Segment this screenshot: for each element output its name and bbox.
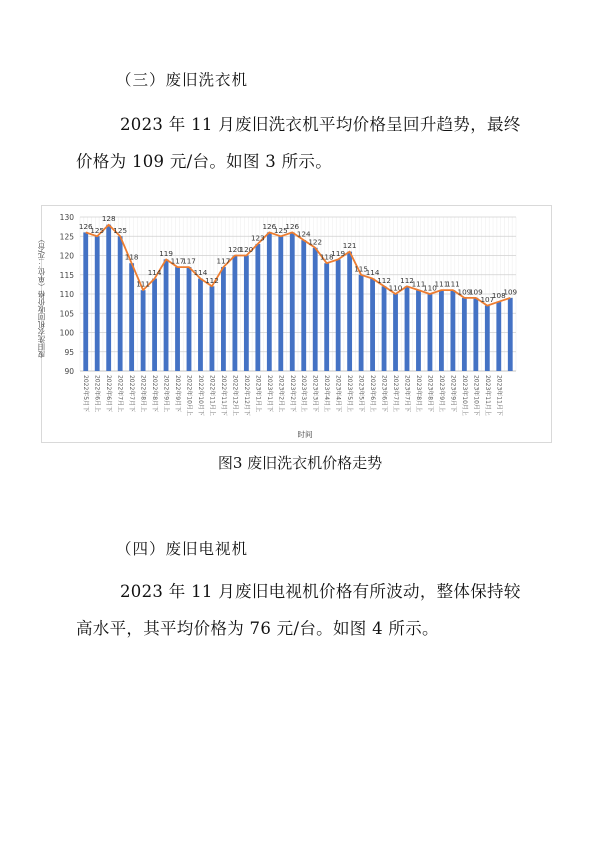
bar (164, 259, 169, 371)
x-tick-label: 2023年4月上 (323, 375, 331, 413)
x-tick-label: 2023年3月上 (300, 375, 308, 413)
x-tick-label: 2023年8月下 (426, 375, 434, 413)
data-label: 121 (342, 241, 357, 251)
data-label: 111 (434, 279, 449, 289)
x-axis-title: 时间 (297, 430, 313, 439)
x-tick-label: 2022年11月下 (219, 375, 227, 416)
bar (118, 236, 123, 371)
bar (485, 306, 490, 371)
data-label: 109 (468, 287, 483, 297)
x-tick-label: 2023年2月上 (277, 375, 285, 413)
data-label: 117 (182, 256, 196, 266)
y-tick-label: 130 (59, 213, 74, 222)
figure3-caption: 图3 废旧洗衣机价格走势 (217, 454, 383, 472)
bar (83, 232, 88, 371)
data-label: 125 (113, 225, 128, 235)
x-tick-label: 2022年9月下 (174, 375, 182, 413)
bar (370, 279, 375, 371)
x-tick-label: 2023年8月上 (414, 375, 422, 413)
bar (175, 267, 180, 371)
x-tick-label: 2022年12月上 (231, 375, 239, 416)
x-tick-label: 2022年12月下 (242, 375, 250, 416)
x-tick-label: 2023年9月下 (449, 375, 457, 413)
data-label: 120 (228, 245, 242, 254)
data-label: 111 (136, 279, 150, 289)
x-tick-label: 2022年5月下 (82, 375, 90, 413)
x-tick-label: 2022年6月上 (93, 375, 101, 413)
data-label: 117 (216, 256, 231, 266)
data-label: 118 (124, 252, 139, 262)
data-label: 119 (159, 248, 173, 258)
x-tick-label: 2023年1月上 (254, 375, 262, 413)
x-tick-label: 2022年8月下 (151, 375, 159, 413)
data-label: 126 (262, 221, 277, 231)
bar (221, 267, 226, 371)
bar (382, 286, 387, 371)
bar (267, 232, 272, 371)
data-label: 109 (503, 287, 518, 297)
y-tick-label: 125 (59, 232, 74, 242)
y-tick-label: 115 (59, 270, 74, 280)
data-label: 125 (273, 225, 288, 235)
x-tick-label: 2023年6月上 (369, 375, 377, 413)
x-tick-label: 2022年6月下 (105, 375, 113, 413)
bar (496, 302, 501, 371)
data-label: 112 (205, 275, 219, 285)
bar (393, 294, 398, 371)
bar (416, 290, 421, 371)
bar (405, 286, 410, 371)
bar (187, 267, 192, 371)
bar (255, 244, 260, 371)
bar (198, 279, 203, 371)
data-label: 128 (101, 214, 116, 224)
x-tick-label: 2022年7月下 (128, 375, 136, 413)
bar (450, 290, 455, 371)
x-tick-label: 2023年6月下 (380, 375, 388, 413)
data-label: 120 (239, 245, 254, 254)
data-label: 122 (308, 237, 323, 247)
data-label: 125 (90, 225, 105, 235)
x-tick-label: 2023年4月下 (334, 375, 342, 413)
bar (290, 232, 295, 371)
data-label: 110 (388, 283, 403, 293)
bar (301, 240, 306, 371)
y-axis-title: 废旧洗衣机回收价格（单位：元/台） (37, 235, 46, 359)
data-label: 114 (365, 268, 380, 278)
data-label: 115 (354, 264, 368, 274)
y-tick-label: 110 (59, 290, 74, 299)
bar (473, 298, 478, 371)
data-label: 126 (285, 221, 300, 231)
data-label: 112 (377, 275, 391, 285)
data-label: 112 (400, 275, 414, 285)
data-label: 117 (170, 256, 185, 266)
data-label: 124 (296, 229, 311, 239)
section3-heading: （三）废旧洗衣机 (116, 71, 249, 89)
bar (210, 286, 215, 371)
x-tick-label: 2023年3月下 (311, 375, 319, 413)
x-tick-label: 2023年5月上 (346, 375, 354, 413)
bar (152, 279, 157, 371)
bar (336, 259, 341, 371)
y-tick-label: 105 (59, 309, 74, 319)
data-label: 108 (491, 291, 506, 301)
data-label: 111 (411, 279, 426, 289)
bar (359, 275, 364, 371)
x-tick-label: 2022年7月上 (116, 375, 124, 413)
data-label: 114 (193, 268, 208, 278)
x-tick-label: 2022年10月上 (185, 375, 193, 416)
y-tick-label: 120 (59, 251, 74, 261)
x-tick-label: 2023年5月下 (357, 375, 365, 413)
bar (106, 225, 111, 371)
x-tick-label: 2023年7月上 (392, 375, 400, 413)
bar (462, 298, 467, 371)
bar (313, 248, 318, 371)
bar (232, 256, 237, 372)
x-tick-label: 2023年10月上 (460, 375, 468, 416)
bar (428, 294, 433, 371)
bar (439, 290, 444, 371)
bar (324, 263, 329, 371)
x-tick-label: 2023年7月下 (403, 375, 411, 413)
x-tick-label: 2023年2月下 (288, 375, 296, 413)
x-tick-label: 2022年11月上 (208, 375, 216, 416)
bar (129, 263, 134, 371)
data-label: 110 (423, 283, 437, 293)
data-label: 107 (480, 295, 495, 305)
x-tick-label: 2023年1月下 (265, 375, 273, 413)
bar (244, 256, 249, 372)
y-tick-label: 90 (64, 367, 74, 376)
data-label: 114 (147, 268, 162, 278)
data-label: 111 (446, 279, 460, 289)
x-tick-label: 2023年11月上 (483, 375, 491, 416)
section4-heading: （四）废旧电视机 (116, 540, 249, 558)
y-tick-label: 95 (64, 347, 74, 357)
x-tick-label: 2022年8月上 (139, 375, 147, 413)
data-label: 109 (457, 287, 472, 297)
x-tick-label: 2023年10月下 (472, 375, 480, 416)
x-tick-label: 2023年11月下 (495, 375, 503, 416)
bar (278, 236, 283, 371)
y-tick-label: 100 (59, 328, 74, 338)
x-tick-label: 2022年10月下 (196, 375, 204, 416)
bar (347, 252, 352, 371)
data-label: 123 (250, 233, 265, 243)
section4-paragraph: 2023 年 11 月废旧电视机价格有所波动，整体保持较高水平，其平均价格为 76 元/台。如图 4 所示。 (76, 582, 521, 638)
data-label: 118 (319, 252, 334, 262)
bar (508, 298, 513, 371)
data-label: 126 (78, 221, 93, 231)
x-tick-label: 2022年9月上 (162, 375, 170, 413)
section3-paragraph: 2023 年 11 月废旧洗衣机平均价格呈回升趋势，最终价格为 109 元/台。如图 3 所示。 (76, 115, 521, 171)
data-label: 119 (331, 248, 346, 258)
x-tick-label: 2023年9月上 (437, 375, 445, 413)
bar (141, 290, 146, 371)
bar (95, 236, 100, 371)
